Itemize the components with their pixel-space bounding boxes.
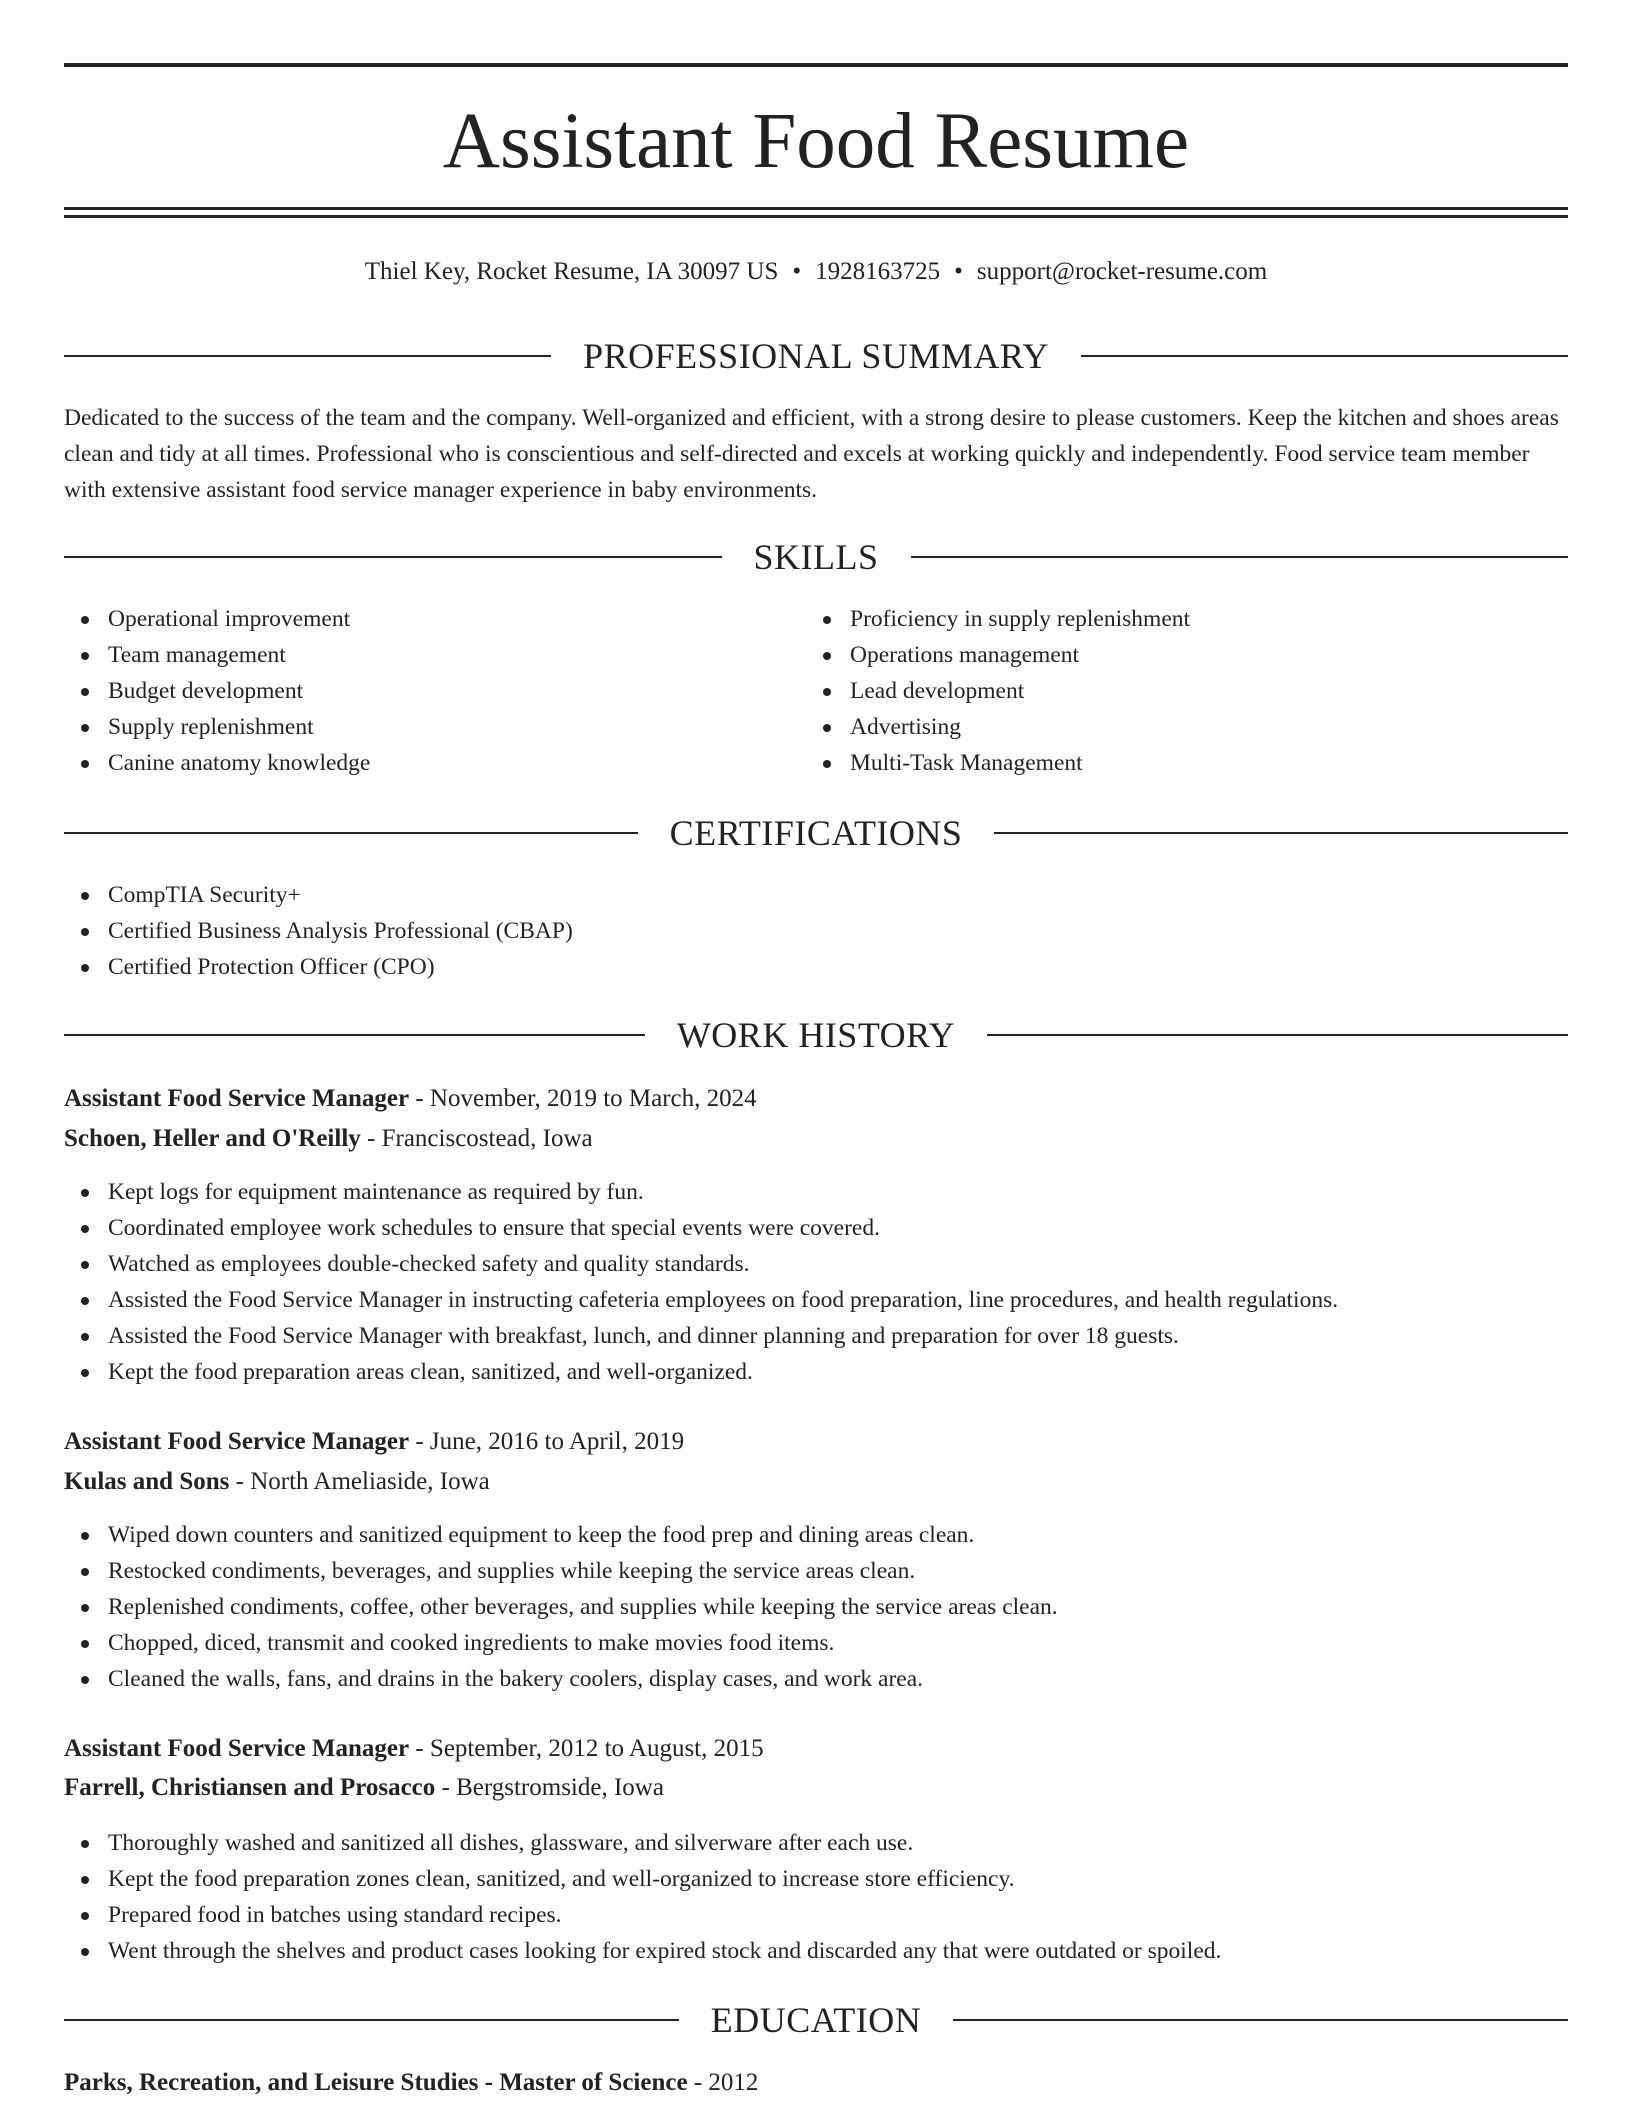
job-location: Bergstromside, Iowa (456, 1774, 664, 1801)
job-company-line: Farrell, Christiansen and Prosacco - Bergstromside, Iowa (64, 1774, 664, 1801)
job-duty-item: Thoroughly washed and sanitized all dishes, glassware, and silverware after each use. (64, 1825, 1568, 1861)
job-company-line: Schoen, Heller and O'Reilly - Franciscostead, Iowa (64, 1125, 593, 1152)
job-dates: November, 2019 to March, 2024 (429, 1085, 757, 1112)
skill-item: Team management (64, 637, 804, 673)
job-duty-item: Coordinated employee work schedules to ensure that special events were covered. (64, 1210, 1568, 1246)
job-location: Franciscostead, Iowa (381, 1125, 593, 1152)
job-dates: September, 2012 to August, 2015 (429, 1735, 764, 1762)
skill-item: Budget development (64, 673, 804, 709)
skills-list-left (64, 601, 804, 781)
skill-item: Operational improvement (64, 601, 804, 637)
job-company: Kulas and Sons (64, 1468, 230, 1495)
job-dates: June, 2016 to April, 2019 (429, 1428, 685, 1455)
job-company: Schoen, Heller and O'Reilly (64, 1125, 361, 1152)
skill-item: Canine anatomy knowledge (64, 745, 804, 781)
certification-item: Certified Protection Officer (CPO) (64, 949, 1568, 985)
job-duty-item: Prepared food in batches using standard recipes. (64, 1897, 1568, 1933)
job-duty-item: Assisted the Food Service Manager in instructing cafeteria employees on food preparation, line procedures, and health regulations. (64, 1282, 1568, 1318)
heading-rule (64, 355, 551, 357)
resume-title: Assistant Food Resume (442, 98, 1190, 185)
job-title-line: Assistant Food Service Manager - June, 2016 to April, 2019 (64, 1428, 685, 1455)
job-duties-list (64, 1825, 1568, 1969)
job-duties-list (64, 1174, 1568, 1390)
job-title-line: Assistant Food Service Manager - November, 2019 to March, 2024 (64, 1085, 757, 1112)
section-heading-summary (64, 334, 1568, 378)
job-duty-item: Assisted the Food Service Manager with breakfast, lunch, and dinner planning and preparation for over 18 guests. (64, 1318, 1568, 1354)
job-duty-item: Cleaned the walls, fans, and drains in the bakery coolers, display cases, and work area. (64, 1661, 1568, 1697)
education-year: 2012 (708, 2069, 759, 2096)
job-duty-item: Wiped down counters and sanitized equipment to keep the food prep and dining areas clean. (64, 1517, 1568, 1553)
section-heading-certifications (64, 811, 1568, 855)
skill-item: Lead development (806, 673, 1566, 709)
education-line (64, 2066, 1568, 2100)
job-duty-item: Restocked condiments, beverages, and supplies while keeping the service areas clean. (64, 1553, 1568, 1589)
skill-item: Supply replenishment (64, 709, 804, 745)
heading-rule (987, 1034, 1568, 1036)
job-title: Assistant Food Service Manager (64, 1428, 410, 1455)
skill-item: Proficiency in supply replenishment (806, 601, 1566, 637)
job-title-line: Assistant Food Service Manager - September, 2012 to August, 2015 (64, 1735, 764, 1762)
job-duty-item: Replenished condiments, coffee, other beverages, and supplies while keeping the service areas clean. (64, 1589, 1568, 1625)
top-rule (64, 63, 1568, 67)
job-duty-item: Kept the food preparation zones clean, sanitized, and well-organized to increase store efficiency. (64, 1861, 1568, 1897)
contact-line (0, 255, 1632, 289)
section-heading-education (64, 1998, 1568, 2042)
skill-item: Multi-Task Management (806, 745, 1566, 781)
contact-separator: • (954, 258, 963, 285)
heading-rule (64, 1034, 645, 1036)
heading-rule (994, 832, 1568, 834)
heading-rule (1081, 355, 1568, 357)
contact-separator: • (792, 258, 802, 285)
job-location: North Ameliaside, Iowa (250, 1468, 490, 1495)
heading-rule (64, 2019, 679, 2021)
heading-rule (911, 556, 1569, 558)
certification-item: CompTIA Security+ (64, 877, 1568, 913)
section-heading-skills (64, 535, 1568, 579)
heading-rule (953, 2019, 1568, 2021)
job-duty-item: Went through the shelves and product cases looking for expired stock and discarded any that were outdated or spoiled. (64, 1933, 1568, 1969)
job-company-line: Kulas and Sons - North Ameliaside, Iowa (64, 1468, 490, 1495)
job-duty-item: Kept logs for equipment maintenance as required by fun. (64, 1174, 1568, 1210)
skill-item: Operations management (806, 637, 1566, 673)
heading-rule (64, 556, 722, 558)
job-duty-item: Watched as employees double-checked safety and quality standards. (64, 1246, 1568, 1282)
contact-email: support@rocket-resume.com (976, 258, 1268, 285)
title-double-rule-upper (64, 207, 1568, 210)
summary-text: Dedicated to the success of the team and the company. Well-organized and efficient, with a strong desire to please customers. Keep the kitchen and shoes areas clean and tidy at all times. Professional who is conscientious and self-directed and excels at working quickly and independently. Food service team member with extensive assistant food service manager experience in baby environments. (64, 405, 1559, 503)
heading-rule (64, 832, 638, 834)
section-title: WORK HISTORY (676, 1015, 956, 1055)
job-duties-list (64, 1517, 1568, 1697)
section-title: EDUCATION (710, 2000, 922, 2040)
job-company: Farrell, Christiansen and Prosacco (64, 1774, 436, 1801)
certification-item: Certified Business Analysis Professional (CBAP) (64, 913, 1568, 949)
job-duty-item: Kept the food preparation areas clean, sanitized, and well-organized. (64, 1354, 1568, 1390)
skill-item: Advertising (806, 709, 1566, 745)
section-title: SKILLS (753, 537, 879, 577)
education-dash: - (693, 2069, 703, 2096)
title-double-rule-lower (64, 215, 1568, 218)
section-heading-work-history (64, 1013, 1568, 1057)
skills-list-right (806, 601, 1566, 781)
certifications-list (64, 877, 1568, 985)
contact-address: Thiel Key, Rocket Resume, IA 30097 US (364, 258, 779, 285)
job-title: Assistant Food Service Manager (64, 1085, 410, 1112)
education-degree: Parks, Recreation, and Leisure Studies - Master of Science (64, 2069, 688, 2096)
section-title: CERTIFICATIONS (669, 813, 963, 853)
job-duty-item: Chopped, diced, transmit and cooked ingredients to make movies food items. (64, 1625, 1568, 1661)
job-title: Assistant Food Service Manager (64, 1735, 410, 1762)
contact-phone: 1928163725 (815, 258, 941, 285)
section-title: PROFESSIONAL SUMMARY (583, 336, 1049, 376)
